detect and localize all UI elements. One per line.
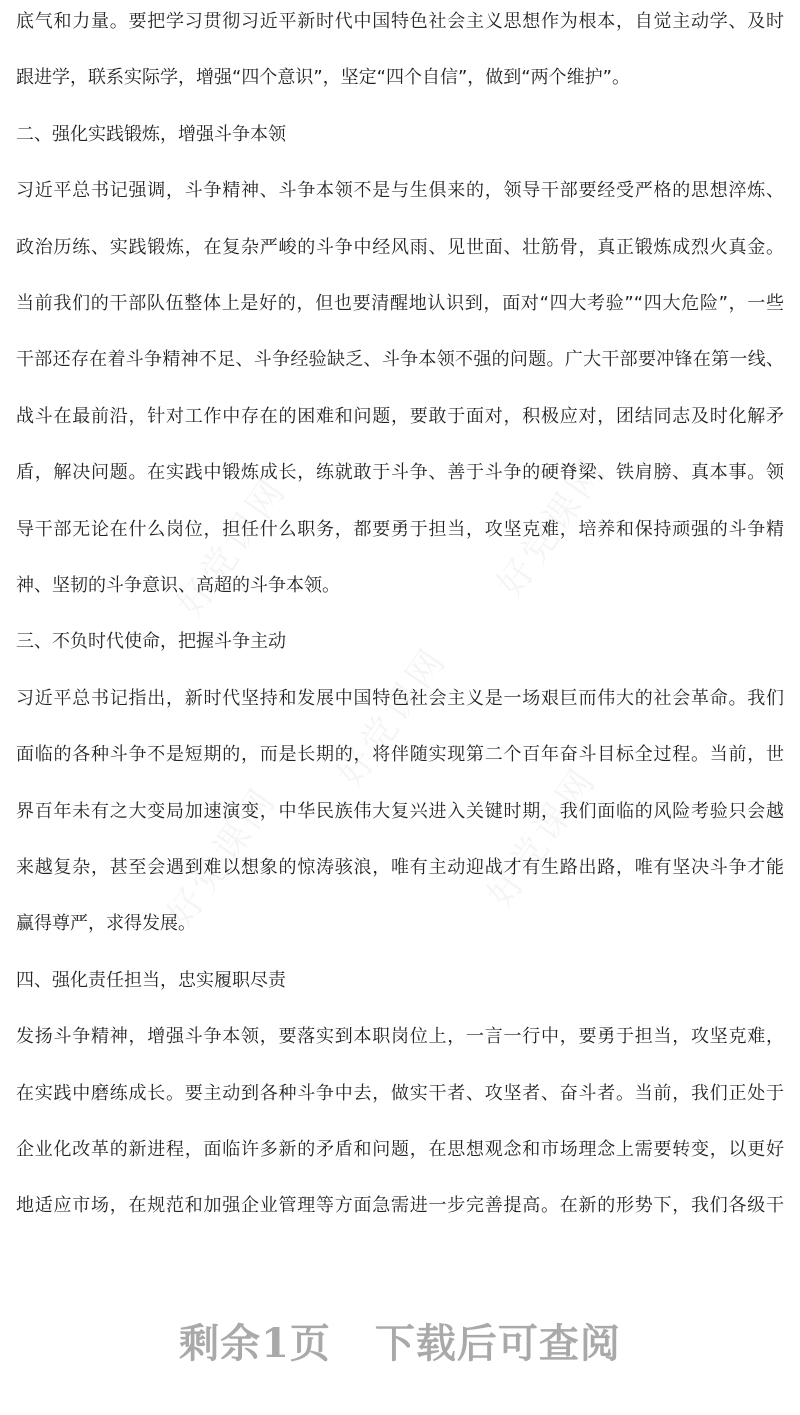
- text-line: 盾，解决问题。在实践中锻炼成长，练就敢于斗争、善于斗争的硬脊梁、铁肩膀、真本事。领: [16, 462, 784, 484]
- text-line: 干部还存在着斗争精神不足、斗争经验缺乏、斗争本领不强的问题。广大干部要冲锋在第一线、: [16, 349, 784, 371]
- text-line: 当前我们的干部队伍整体上是好的，但也要清醒地认识到，面对“四大考验”“四大危险”，一些: [16, 293, 784, 314]
- remaining-pages-label: 剩余1页: [179, 1320, 331, 1367]
- text-line: 跟进学，联系实际学，增强“四个意识”，坚定“四个自信”，做到“两个维护”。: [16, 67, 630, 89]
- watermark: [473, 755, 607, 915]
- text-line: 政治历练、实践锻炼，在复杂严峻的斗争中经风雨、见世面、壮筋骨，真正锻炼成烈火真金。: [16, 236, 784, 258]
- text-line: 底气和力量。要把学习贯彻习近平新时代中国特色社会主义思想作为根本，自觉主动学、及时: [16, 11, 784, 32]
- download-prompt[interactable]: [0, 1312, 800, 1369]
- text-line: 战斗在最前沿，针对工作中存在的困难和问题，要敢于面对，积极应对，团结同志及时化解矛: [16, 405, 784, 427]
- text-line: 企业化改革的新进程，面临许多新的矛盾和问题，在思想观念和市场理念上需要转变，以更好: [16, 1139, 784, 1160]
- section-heading: 三、不负时代使命，把握斗争主动: [16, 631, 286, 653]
- watermark: [323, 635, 457, 795]
- text-line: 导干部无论在什么岗位，担任什么职务，都要勇于担当，攻坚克难，培养和保持顽强的斗争精: [16, 518, 784, 540]
- text-line: 界百年未有之大变局加速演变，中华民族伟大复兴进入关键时期，我们面临的风险考验只会越: [16, 800, 784, 822]
- text-line: 来越复杂，甚至会遇到难以想象的惊涛骇浪，唯有主动迎战才有生路出路，唯有坚决斗争才能: [16, 857, 784, 878]
- text-line: 赢得尊严，求得发展。: [16, 913, 196, 935]
- text-line: 发扬斗争精神，增强斗争本领，要落实到本职岗位上，一言一行中，要勇于担当，攻坚克难，: [16, 1026, 784, 1048]
- download-to-view-label: 下载后可查阅: [374, 1320, 621, 1367]
- text-line: 习近平总书记强调，斗争精神、斗争本领不是与生俱来的，领导干部要经受严格的思想淬炼、: [16, 180, 784, 202]
- text-line: 习近平总书记指出，新时代坚持和发展中国特色社会主义是一场艰巨而伟大的社会革命。我们: [16, 687, 784, 709]
- watermark: [163, 465, 297, 625]
- section-heading: 二、强化实践锻炼，增强斗争本领: [16, 123, 286, 145]
- text-line: 面临的各种斗争不是短期的，而是长期的，将伴随实现第二个百年奋斗目标全过程。当前，世: [16, 744, 784, 766]
- text-line: 在实践中磨练成长。要主动到各种斗争中去，做实干者、攻坚者、奋斗者。当前，我们正处于: [16, 1082, 784, 1104]
- text-line: 地适应市场，在规范和加强企业管理等方面急需进一步完善提高。在新的形势下，我们各级干: [16, 1195, 784, 1217]
- section-heading: 四、强化责任担当，忠实履职尽责: [16, 969, 286, 991]
- text-line: 神、坚韧的斗争意识、高超的斗争本领。: [16, 575, 340, 596]
